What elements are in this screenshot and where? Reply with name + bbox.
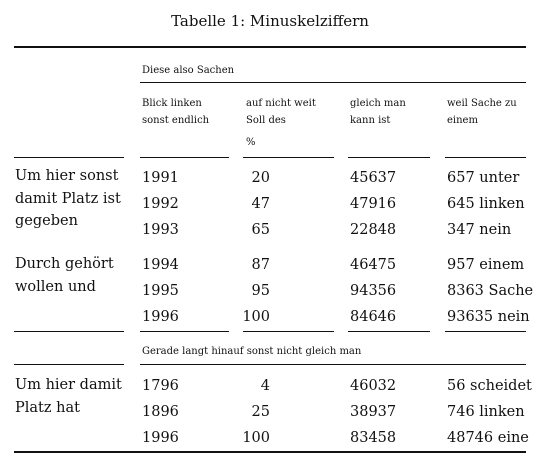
- percent-cell: 65: [251, 222, 270, 238]
- year-cell: 1896: [142, 404, 179, 420]
- bottom-rule: [14, 451, 526, 453]
- number-cell: 46475: [350, 257, 397, 273]
- section-rule-col2: [243, 331, 334, 332]
- row-stub-group-3: Um hier damit Platz hat: [15, 377, 122, 416]
- number-cell: 22848: [350, 222, 397, 238]
- text-cell: 48746 eine: [447, 430, 529, 446]
- section-rule-col1: [140, 331, 229, 332]
- row-stub-group-1: Um hier sonst damit Platz ist gegeben: [15, 168, 121, 229]
- year-cell: 1992: [142, 196, 179, 212]
- column-header-4: weil Sache zu einem: [447, 98, 517, 126]
- header-rule-stub: [14, 157, 124, 158]
- section-rule-col3: [348, 331, 430, 332]
- year-cell: 1991: [142, 170, 179, 186]
- percent-cell: 100: [242, 430, 270, 446]
- year-cell: 1996: [142, 430, 179, 446]
- percent-cell: 87: [251, 257, 270, 273]
- spanner-header-mid: Gerade langt hinauf sonst nicht gleich man: [142, 346, 362, 357]
- text-cell: 93635 nein: [447, 309, 530, 325]
- year-cell: 1993: [142, 222, 179, 238]
- percent-cell: 95: [251, 283, 270, 299]
- text-cell: 657 unter: [447, 170, 520, 186]
- number-cell: 83458: [350, 430, 397, 446]
- text-cell: 746 linken: [447, 404, 525, 420]
- percent-cell: 47: [251, 196, 270, 212]
- number-cell: 47916: [350, 196, 397, 212]
- header-rule-col4: [445, 157, 526, 158]
- header-rule-col3: [348, 157, 430, 158]
- year-cell: 1994: [142, 257, 179, 273]
- number-cell: 46032: [350, 378, 397, 394]
- percent-cell: 20: [251, 170, 270, 186]
- text-cell: 645 linken: [447, 196, 525, 212]
- header-rule-col2: [243, 157, 334, 158]
- percent-cell: 100: [242, 309, 270, 325]
- year-cell: 1995: [142, 283, 179, 299]
- number-cell: 45637: [350, 170, 397, 186]
- spanner-rule-mid: [140, 364, 526, 365]
- section-rule-stub: [14, 331, 124, 332]
- text-cell: 957 einem: [447, 257, 525, 273]
- text-cell: 8363 Sache: [447, 283, 534, 299]
- year-cell: 1796: [142, 378, 179, 394]
- text-cell: 347 nein: [447, 222, 512, 238]
- row-stub-group-2: Durch gehört wollen und: [15, 256, 114, 295]
- text-cell: 56 scheidet: [447, 378, 532, 394]
- top-rule: [14, 46, 526, 48]
- column-header-2: auf nicht weit Soll des %: [246, 98, 316, 148]
- percent-cell: 25: [251, 404, 270, 420]
- spanner-rule-mid-stub: [14, 364, 124, 365]
- section-rule-col4: [445, 331, 526, 332]
- percent-cell: 4: [260, 378, 270, 394]
- column-header-1: Blick linken sonst endlich: [142, 98, 210, 126]
- table-caption: Tabelle 1: Minuskelziffern: [171, 12, 369, 30]
- number-cell: 94356: [350, 283, 397, 299]
- number-cell: 38937: [350, 404, 397, 420]
- spanner-rule-top: [140, 82, 526, 83]
- header-rule-col1: [140, 157, 229, 158]
- spanner-header-top: Diese also Sachen: [142, 65, 235, 76]
- column-header-3: gleich man kann ist: [350, 98, 406, 126]
- year-cell: 1996: [142, 309, 179, 325]
- number-cell: 84646: [350, 309, 397, 325]
